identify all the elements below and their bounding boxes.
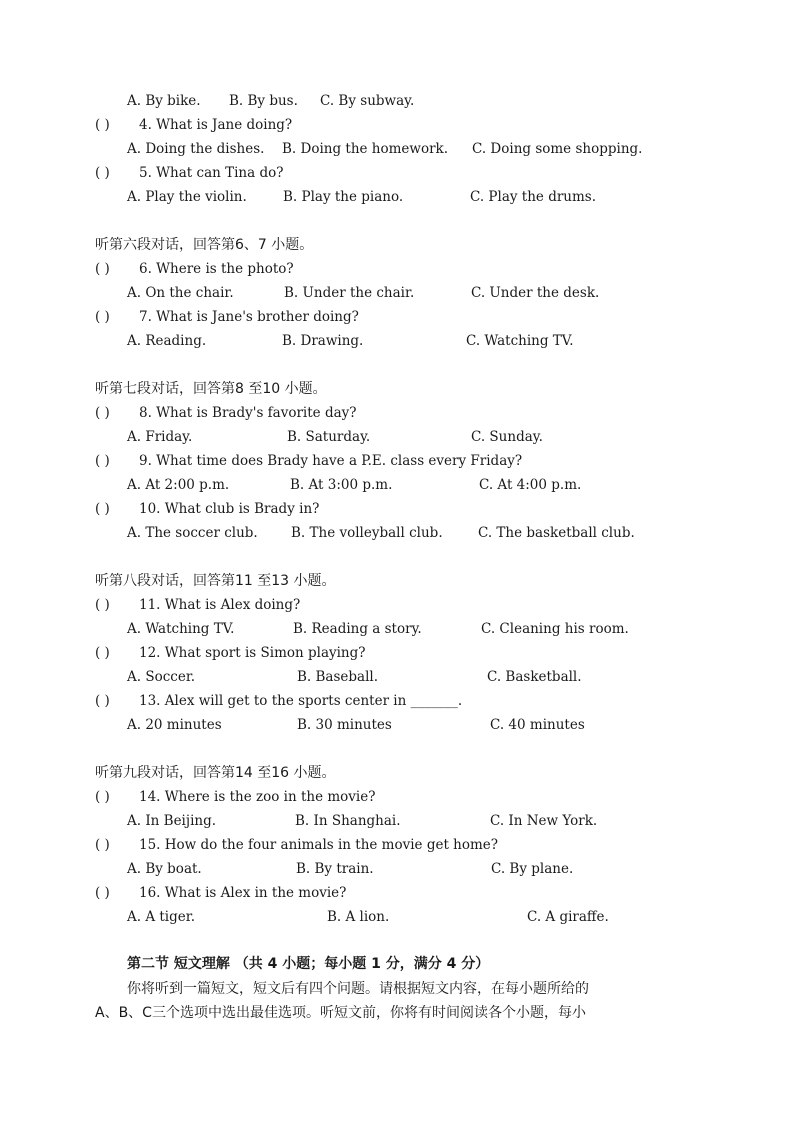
answer-blank[interactable]: ( ) [95, 789, 110, 805]
q16-option-c: C. A giraffe. [527, 909, 609, 925]
q14-option-a: A. In Beijing. [127, 813, 217, 829]
section-heading-6: 听第六段对话，回答第6、7 小题。 [95, 237, 314, 253]
q12-option-c: C. Basketball. [487, 669, 582, 685]
answer-blank[interactable]: ( ) [95, 693, 110, 709]
q7-option-b: B. Drawing. [282, 333, 364, 349]
section-2-instructions-line-1: 你将听到一篇短文，短文后有四个问题。请根据短文内容，在每小题所给的 [127, 981, 589, 997]
q15-option-c: C. By plane. [491, 861, 574, 877]
q11-option-b: B. Reading a story. [293, 621, 422, 637]
q8-option-c: C. Sunday. [471, 429, 543, 445]
answer-blank[interactable]: ( ) [95, 597, 110, 613]
q9-option-a: A. At 2:00 p.m. [127, 477, 230, 493]
answer-blank[interactable]: ( ) [95, 645, 110, 661]
section-heading-8: 听第八段对话，回答第11 至13 小题。 [95, 573, 336, 589]
q3-option-c: C. By subway. [320, 93, 415, 109]
q6-option-c: C. Under the desk. [471, 285, 600, 301]
question-text: 11. What is Alex doing? [139, 597, 301, 613]
answer-blank[interactable]: ( ) [95, 837, 110, 853]
answer-blank[interactable]: ( ) [95, 501, 110, 517]
q16-option-a: A. A tiger. [127, 909, 196, 925]
question-text: 9. What time does Brady have a P.E. class every Friday? [139, 453, 523, 469]
q5-option-c: C. Play the drums. [470, 189, 597, 205]
question-text: 8. What is Brady's favorite day? [139, 405, 357, 421]
q8-option-a: A. Friday. [127, 429, 193, 445]
answer-blank[interactable]: ( ) [95, 309, 110, 325]
q10-option-c: C. The basketball club. [478, 525, 635, 541]
q12-option-a: A. Soccer. [127, 669, 196, 685]
q16-option-b: B. A lion. [327, 909, 390, 925]
question-text: 16. What is Alex in the movie? [139, 885, 347, 901]
q11-option-a: A. Watching TV. [127, 621, 235, 637]
q3-option-b: B. By bus. [229, 93, 298, 109]
question-text: 4. What is Jane doing? [139, 117, 293, 133]
q4-option-c: C. Doing some shopping. [472, 141, 643, 157]
q7-option-c: C. Watching TV. [466, 333, 574, 349]
q8-option-b: B. Saturday. [287, 429, 371, 445]
section-heading-9: 听第九段对话，回答第14 至16 小题。 [95, 765, 336, 781]
question-text: 5. What can Tina do? [139, 165, 284, 181]
q11-option-c: C. Cleaning his room. [481, 621, 629, 637]
answer-blank[interactable]: ( ) [95, 165, 110, 181]
q9-option-c: C. At 4:00 p.m. [479, 477, 582, 493]
q3-option-a: A. By bike. [127, 93, 201, 109]
answer-blank[interactable]: ( ) [95, 405, 110, 421]
q7-option-a: A. Reading. [127, 333, 207, 349]
q13-option-b: B. 30 minutes [297, 717, 392, 733]
q10-option-a: A. The soccer club. [127, 525, 258, 541]
section-2-instructions-line-2: A、B、C三个选项中选出最佳选项。听短文前，你将有时间阅读各个小题，每小 [95, 1005, 586, 1021]
section-heading-7: 听第七段对话，回答第8 至10 小题。 [95, 381, 327, 397]
question-text: 10. What club is Brady in? [139, 501, 320, 517]
q13-option-c: C. 40 minutes [490, 717, 585, 733]
answer-blank[interactable]: ( ) [95, 885, 110, 901]
q10-option-b: B. The volleyball club. [291, 525, 443, 541]
q13-option-a: A. 20 minutes [127, 717, 222, 733]
q6-option-b: B. Under the chair. [284, 285, 415, 301]
section-2-title: 第二节 短文理解 （共 4 小题；每小题 1 分，满分 4 分） [127, 956, 490, 972]
q12-option-b: B. Baseball. [297, 669, 379, 685]
q5-option-a: A. Play the violin. [127, 189, 247, 205]
question-text: 14. Where is the zoo in the movie? [139, 789, 376, 805]
q14-option-c: C. In New York. [490, 813, 598, 829]
question-text: 12. What sport is Simon playing? [139, 645, 366, 661]
q15-option-a: A. By boat. [127, 861, 202, 877]
q4-option-a: A. Doing the dishes. [127, 141, 265, 157]
question-text: 15. How do the four animals in the movie get home? [139, 837, 499, 853]
answer-blank[interactable]: ( ) [95, 117, 110, 133]
question-text: 7. What is Jane's brother doing? [139, 309, 359, 325]
q4-option-b: B. Doing the homework. [282, 141, 449, 157]
q14-option-b: B. In Shanghai. [295, 813, 401, 829]
answer-blank[interactable]: ( ) [95, 261, 110, 277]
q5-option-b: B. Play the piano. [283, 189, 404, 205]
q9-option-b: B. At 3:00 p.m. [290, 477, 393, 493]
q15-option-b: B. By train. [296, 861, 374, 877]
q6-option-a: A. On the chair. [127, 285, 234, 301]
question-text: 6. Where is the photo? [139, 261, 294, 277]
answer-blank[interactable]: ( ) [95, 453, 110, 469]
question-text: 13. Alex will get to the sports center in _______. [139, 693, 463, 709]
